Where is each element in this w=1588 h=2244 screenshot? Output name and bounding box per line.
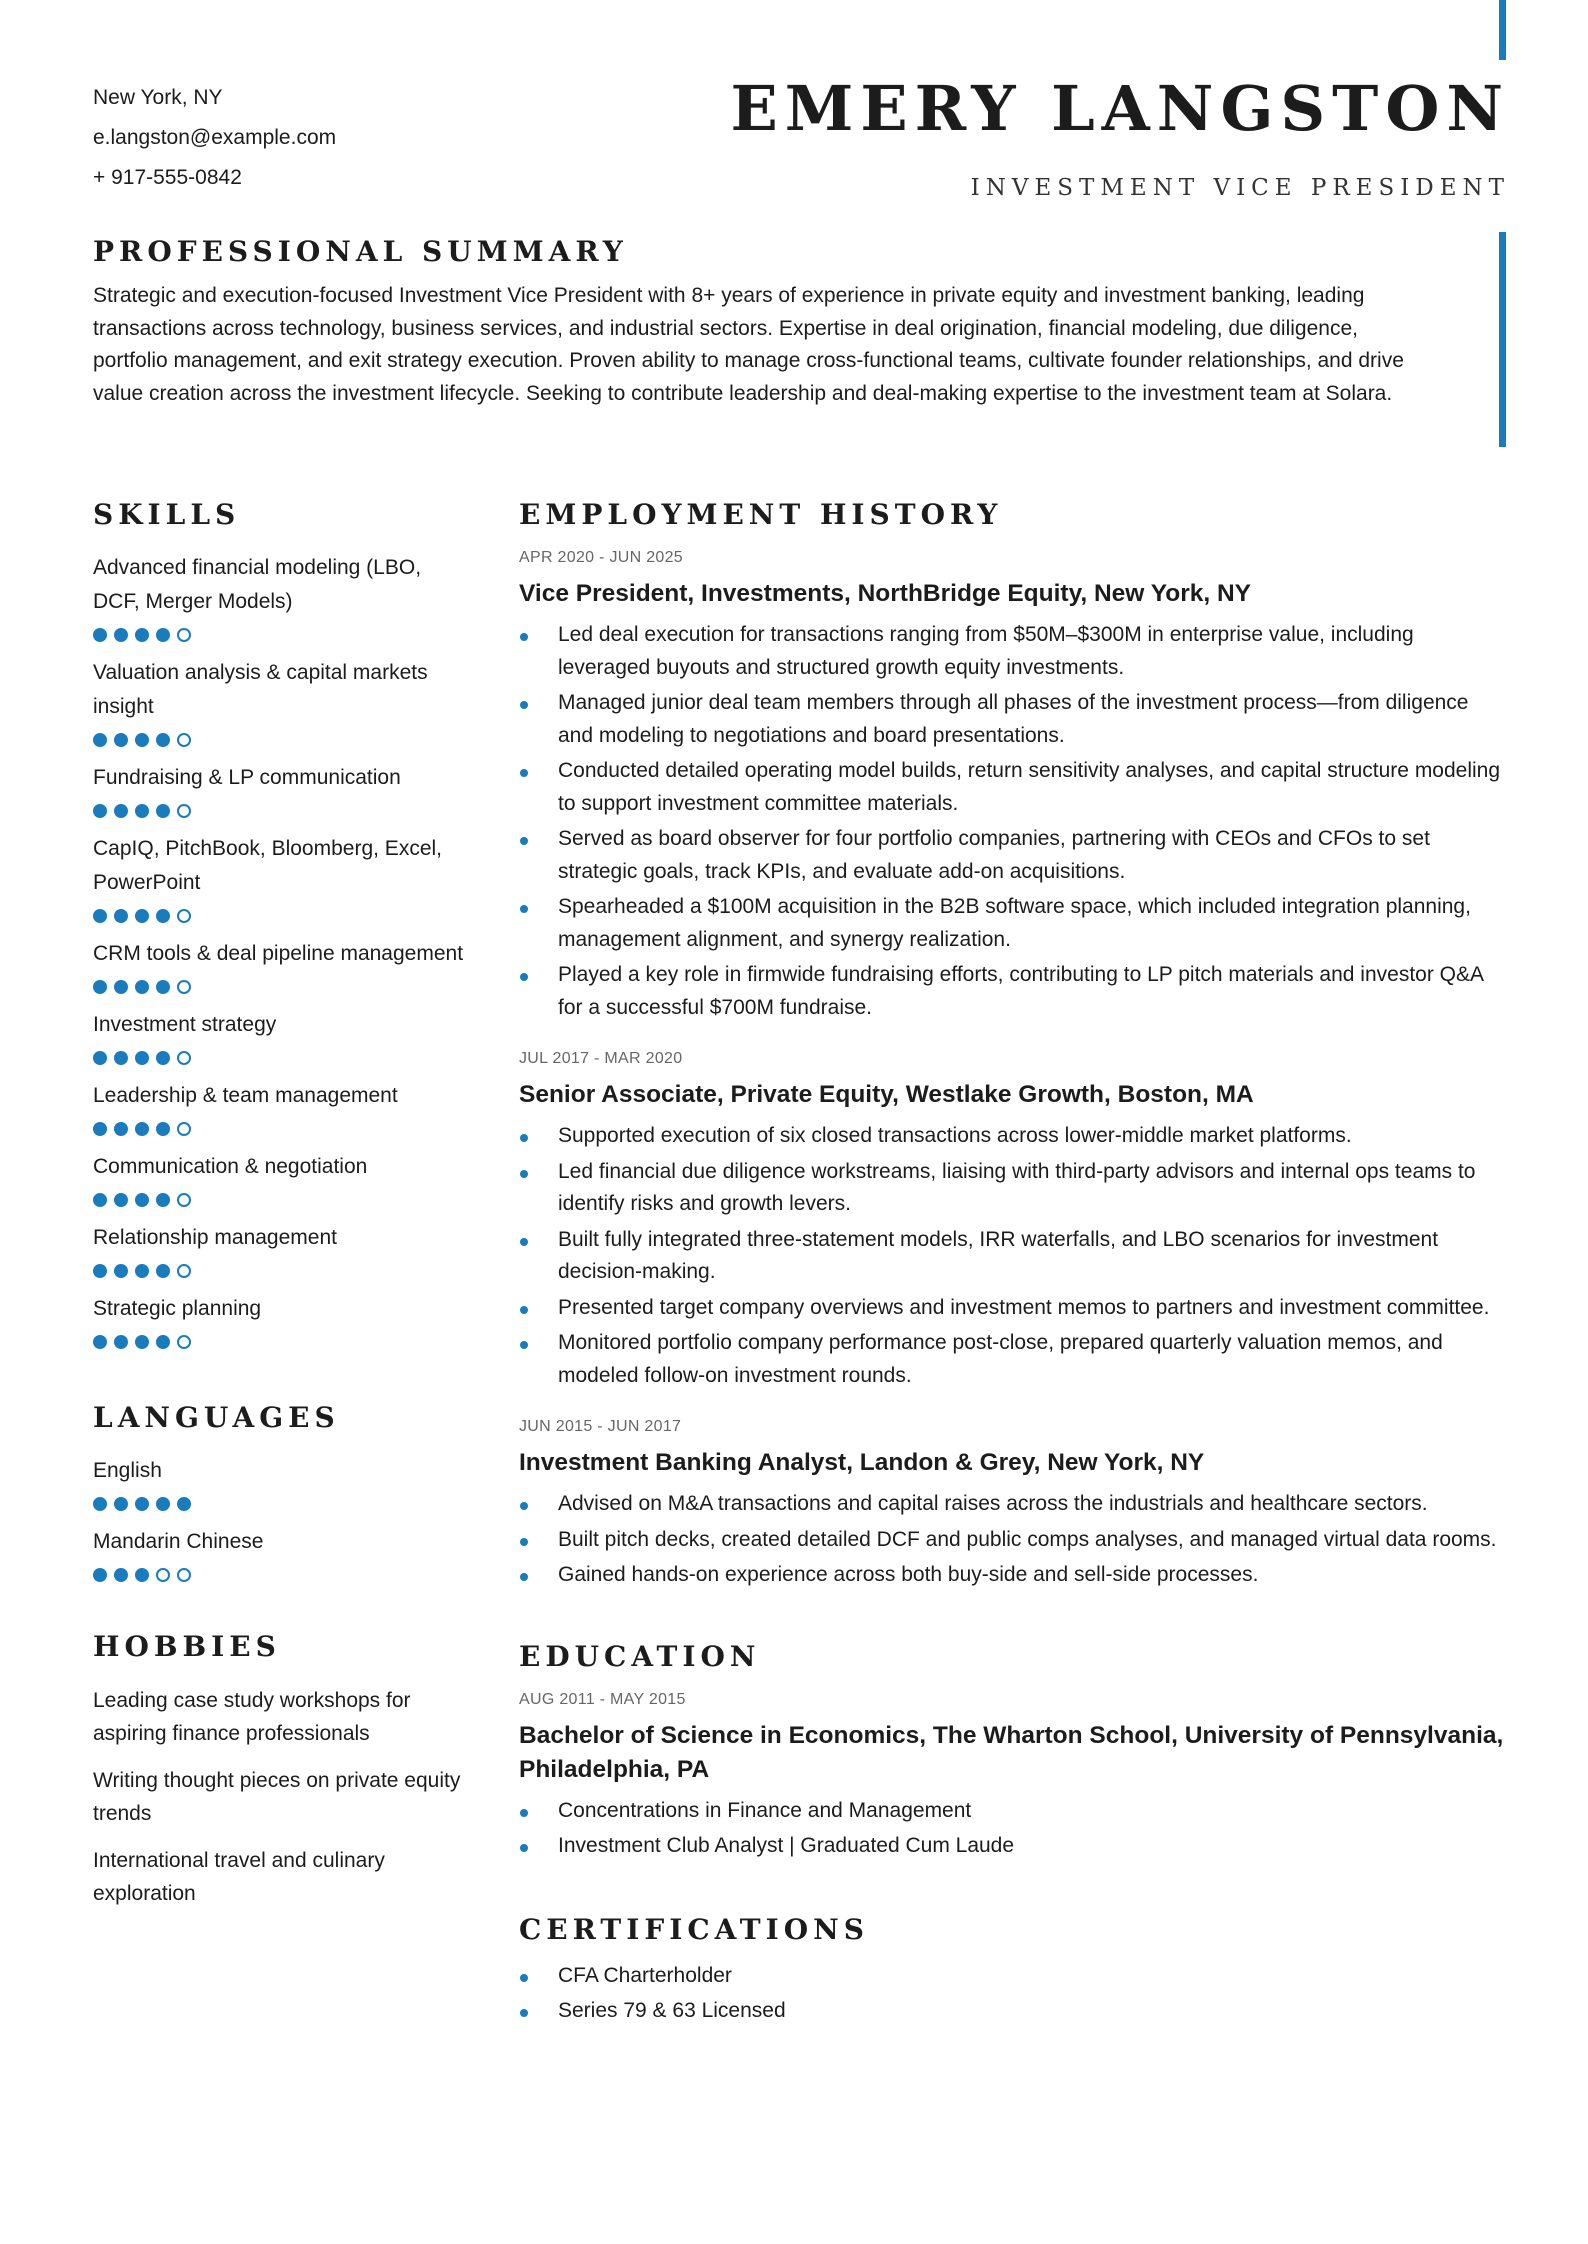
hobbies-section bbox=[93, 1630, 473, 1910]
education-section bbox=[519, 1640, 1509, 1863]
job-bullet: Built pitch decks, created detailed DCF and public comps analyses, and managed virtual data rooms. bbox=[519, 1524, 1509, 1557]
skill-label: Investment strategy bbox=[93, 1013, 277, 1036]
job-date: APR 2020 - JUN 2025 bbox=[519, 549, 684, 566]
email[interactable]: e.langston@example.com bbox=[93, 126, 337, 149]
rating-dot-filled bbox=[93, 1122, 107, 1136]
rating-dot-filled bbox=[93, 733, 107, 747]
job-entry bbox=[519, 1050, 1509, 1392]
rating-dot-filled bbox=[156, 1051, 170, 1065]
rating-dots bbox=[93, 980, 473, 994]
education-date: AUG 2011 - MAY 2015 bbox=[519, 1690, 686, 1708]
job-bullets bbox=[519, 1488, 1509, 1592]
job-bullet: Built fully integrated three-statement models, IRR waterfalls, and LBO scenarios for investment decision-making. bbox=[519, 1224, 1509, 1289]
rating-dots bbox=[93, 1193, 473, 1207]
certifications-list bbox=[519, 1960, 1509, 2028]
rating-dot-empty bbox=[177, 804, 191, 818]
skills-list bbox=[93, 551, 473, 1349]
skill-label: Communication & negotiation bbox=[93, 1155, 368, 1178]
skill-label: Valuation analysis & capital markets insight bbox=[93, 661, 428, 718]
rating-dot-filled bbox=[93, 1568, 107, 1582]
certifications-heading: CERTIFICATIONS bbox=[519, 1912, 869, 1946]
rating-dots bbox=[93, 1264, 473, 1278]
job-bullet: Monitored portfolio company performance post-close, prepared quarterly valuation memos, and modeled follow-on investment rounds. bbox=[519, 1327, 1509, 1392]
rating-dot-filled bbox=[135, 980, 149, 994]
skill-item bbox=[93, 1008, 473, 1065]
job-bullet: Served as board observer for four portfolio companies, partnering with CEOs and CFOs to set strategic goals, track KPIs, and evaluate add-on acquisitions. bbox=[519, 823, 1509, 888]
rating-dot-filled bbox=[114, 909, 128, 923]
rating-dot-filled bbox=[93, 1497, 107, 1511]
hobby-item: International travel and culinary exploration bbox=[93, 1849, 385, 1905]
rating-dot-filled bbox=[156, 1497, 170, 1511]
rating-dot-filled bbox=[114, 804, 128, 818]
education-entry bbox=[519, 1691, 1509, 1863]
rating-dot-empty bbox=[177, 980, 191, 994]
rating-dot-filled bbox=[135, 733, 149, 747]
rating-dot-filled bbox=[114, 1497, 128, 1511]
language-item bbox=[93, 1454, 473, 1511]
summary-text: Strategic and execution-focused Investment Vice President with 8+ years of experience in private equity and investment banking, leading transactions across technology, business services, and industrial sectors. Expertise in deal origination, financial modeling, due diligence, portfolio management, and exit strategy execution. Proven ability to manage cross-functional teams, cultivate founder relationships, and drive value creation across the investment lifecycle. Seeking to contribute leadership and deal-making expertise to the investment team at Solara. bbox=[93, 284, 1404, 405]
skill-item bbox=[93, 656, 473, 747]
job-entry bbox=[519, 1418, 1509, 1592]
rating-dot-empty bbox=[177, 628, 191, 642]
certifications-section bbox=[519, 1913, 1509, 2028]
skill-label: Relationship management bbox=[93, 1226, 337, 1249]
right-column bbox=[519, 498, 1509, 2031]
skill-item bbox=[93, 1292, 473, 1349]
rating-dot-filled bbox=[156, 909, 170, 923]
rating-dot-filled bbox=[156, 628, 170, 642]
rating-dot-filled bbox=[114, 980, 128, 994]
rating-dot-filled bbox=[114, 733, 128, 747]
rating-dots bbox=[93, 909, 473, 923]
skill-item bbox=[93, 761, 473, 818]
rating-dot-filled bbox=[156, 804, 170, 818]
job-title: Vice President, Investments, NorthBridge Equity, New York, NY bbox=[519, 580, 1252, 607]
education-degree: Bachelor of Science in Economics, The Wharton School, University of Pennsylvania, Philadelphia, PA bbox=[519, 1721, 1504, 1783]
summary-section bbox=[93, 235, 1423, 410]
rating-dot-filled bbox=[156, 733, 170, 747]
rating-dot-filled bbox=[156, 980, 170, 994]
rating-dot-filled bbox=[177, 1497, 191, 1511]
rating-dot-filled bbox=[114, 1122, 128, 1136]
rating-dot-empty bbox=[177, 1335, 191, 1349]
rating-dots bbox=[93, 1568, 473, 1582]
rating-dot-filled bbox=[156, 1264, 170, 1278]
rating-dot-filled bbox=[114, 1264, 128, 1278]
rating-dot-filled bbox=[114, 628, 128, 642]
hobbies-heading: HOBBIES bbox=[93, 1630, 281, 1663]
rating-dots bbox=[93, 1122, 473, 1136]
job-date: JUL 2017 - MAR 2020 bbox=[519, 1050, 683, 1067]
languages-section bbox=[93, 1401, 473, 1582]
skill-item bbox=[93, 551, 473, 642]
rating-dot-filled bbox=[114, 1051, 128, 1065]
skill-item bbox=[93, 1221, 473, 1278]
rating-dot-filled bbox=[135, 1497, 149, 1511]
rating-dot-filled bbox=[156, 1193, 170, 1207]
rating-dot-filled bbox=[93, 628, 107, 642]
education-bullet: Investment Club Analyst | Graduated Cum Laude bbox=[519, 1830, 1509, 1863]
skill-label: CapIQ, PitchBook, Bloomberg, Excel, PowerPoint bbox=[93, 837, 442, 894]
rating-dot-empty bbox=[177, 909, 191, 923]
rating-dot-filled bbox=[135, 909, 149, 923]
rating-dots bbox=[93, 804, 473, 818]
job-bullet: Advised on M&A transactions and capital raises across the industrials and healthcare sectors. bbox=[519, 1488, 1509, 1521]
skill-label: Advanced financial modeling (LBO, DCF, Merger Models) bbox=[93, 556, 422, 613]
rating-dot-filled bbox=[93, 980, 107, 994]
language-label: Mandarin Chinese bbox=[93, 1530, 264, 1553]
job-entry bbox=[519, 549, 1509, 1024]
accent-bar-side bbox=[1499, 232, 1506, 447]
employment-heading: EMPLOYMENT HISTORY bbox=[519, 498, 1003, 531]
candidate-name: EMERY LANGSTON bbox=[730, 72, 1510, 145]
rating-dot-filled bbox=[135, 1568, 149, 1582]
rating-dot-filled bbox=[93, 804, 107, 818]
skill-item bbox=[93, 1079, 473, 1136]
rating-dot-empty bbox=[177, 1193, 191, 1207]
certification-item: Series 79 & 63 Licensed bbox=[519, 1995, 1509, 2028]
education-bullets bbox=[519, 1795, 1509, 1863]
rating-dot-filled bbox=[114, 1335, 128, 1349]
hobby-item: Writing thought pieces on private equity trends bbox=[93, 1769, 461, 1825]
job-bullet: Led financial due diligence workstreams, liaising with third-party advisors and internal ops teams to identify risks and growth levers. bbox=[519, 1156, 1509, 1221]
job-bullet: Managed junior deal team members through all phases of the investment process—from diligence and modeling to negotiations and board presentations. bbox=[519, 687, 1509, 752]
skills-section bbox=[93, 498, 473, 1349]
rating-dot-filled bbox=[93, 1264, 107, 1278]
rating-dot-empty bbox=[177, 733, 191, 747]
phone[interactable]: + 917-555-0842 bbox=[93, 166, 242, 189]
rating-dot-empty bbox=[177, 1264, 191, 1278]
job-bullets bbox=[519, 1120, 1509, 1392]
skill-label: Leadership & team management bbox=[93, 1084, 398, 1107]
job-bullet: Presented target company overviews and investment memos to partners and investment committee. bbox=[519, 1292, 1509, 1325]
job-bullet: Spearheaded a $100M acquisition in the B2B software space, which included integration planning, management alignment, and synergy realization. bbox=[519, 891, 1509, 956]
skill-label: CRM tools & deal pipeline management bbox=[93, 942, 464, 965]
job-bullet: Played a key role in firmwide fundraising efforts, contributing to LP pitch materials and investor Q&A for a successful $700M fundraise. bbox=[519, 959, 1509, 1024]
rating-dot-filled bbox=[135, 1335, 149, 1349]
rating-dot-empty bbox=[177, 1051, 191, 1065]
skills-heading: SKILLS bbox=[93, 498, 241, 531]
education-heading: EDUCATION bbox=[519, 1639, 761, 1673]
job-date: JUN 2015 - JUN 2017 bbox=[519, 1418, 682, 1435]
job-bullet: Led deal execution for transactions ranging from $50M–$300M in enterprise value, including leveraged buyouts and structured growth equity investments. bbox=[519, 619, 1509, 684]
rating-dots bbox=[93, 628, 473, 642]
job-bullet: Conducted detailed operating model builds, return sensitivity analyses, and capital structure modeling to support investment committee materials. bbox=[519, 755, 1509, 820]
job-title: Senior Associate, Private Equity, Westlake Growth, Boston, MA bbox=[519, 1081, 1254, 1108]
job-bullets bbox=[519, 619, 1509, 1024]
languages-heading: LANGUAGES bbox=[93, 1401, 340, 1434]
rating-dot-filled bbox=[156, 1122, 170, 1136]
hobbies-list bbox=[93, 1685, 473, 1910]
rating-dot-empty bbox=[177, 1568, 191, 1582]
rating-dot-empty bbox=[156, 1568, 170, 1582]
rating-dots bbox=[93, 733, 473, 747]
rating-dots bbox=[93, 1335, 473, 1349]
rating-dots bbox=[93, 1497, 473, 1511]
languages-list bbox=[93, 1454, 473, 1582]
jobs-list bbox=[519, 549, 1509, 1592]
rating-dots bbox=[93, 1051, 473, 1065]
hobby-item: Leading case study workshops for aspiring finance professionals bbox=[93, 1689, 411, 1745]
rating-dot-filled bbox=[135, 628, 149, 642]
rating-dot-filled bbox=[93, 1051, 107, 1065]
skill-label: Fundraising & LP communication bbox=[93, 766, 401, 789]
location: New York, NY bbox=[93, 86, 223, 109]
skill-label: Strategic planning bbox=[93, 1297, 262, 1320]
job-bullet: Supported execution of six closed transactions across lower-middle market platforms. bbox=[519, 1120, 1509, 1153]
candidate-role: INVESTMENT VICE PRESIDENT bbox=[970, 175, 1510, 201]
left-column bbox=[93, 498, 473, 1910]
rating-dot-filled bbox=[135, 1051, 149, 1065]
job-title: Investment Banking Analyst, Landon & Grey, New York, NY bbox=[519, 1449, 1205, 1476]
certification-item: CFA Charterholder bbox=[519, 1960, 1509, 1993]
skill-item bbox=[93, 937, 473, 994]
contact-info bbox=[93, 78, 336, 198]
accent-bar-top bbox=[1499, 0, 1506, 60]
rating-dot-filled bbox=[135, 1264, 149, 1278]
employment-section bbox=[519, 498, 1509, 1592]
rating-dot-filled bbox=[156, 1335, 170, 1349]
rating-dot-filled bbox=[93, 1335, 107, 1349]
rating-dot-filled bbox=[114, 1568, 128, 1582]
rating-dot-filled bbox=[135, 1122, 149, 1136]
rating-dot-empty bbox=[177, 1122, 191, 1136]
language-label: English bbox=[93, 1459, 162, 1482]
skill-item bbox=[93, 832, 473, 923]
rating-dot-filled bbox=[93, 909, 107, 923]
education-bullet: Concentrations in Finance and Management bbox=[519, 1795, 1509, 1828]
rating-dot-filled bbox=[135, 804, 149, 818]
rating-dot-filled bbox=[93, 1193, 107, 1207]
job-bullet: Gained hands-on experience across both buy-side and sell-side processes. bbox=[519, 1559, 1509, 1592]
skill-item bbox=[93, 1150, 473, 1207]
rating-dot-filled bbox=[114, 1193, 128, 1207]
rating-dot-filled bbox=[135, 1193, 149, 1207]
summary-heading: PROFESSIONAL SUMMARY bbox=[93, 235, 628, 268]
language-item bbox=[93, 1525, 473, 1582]
